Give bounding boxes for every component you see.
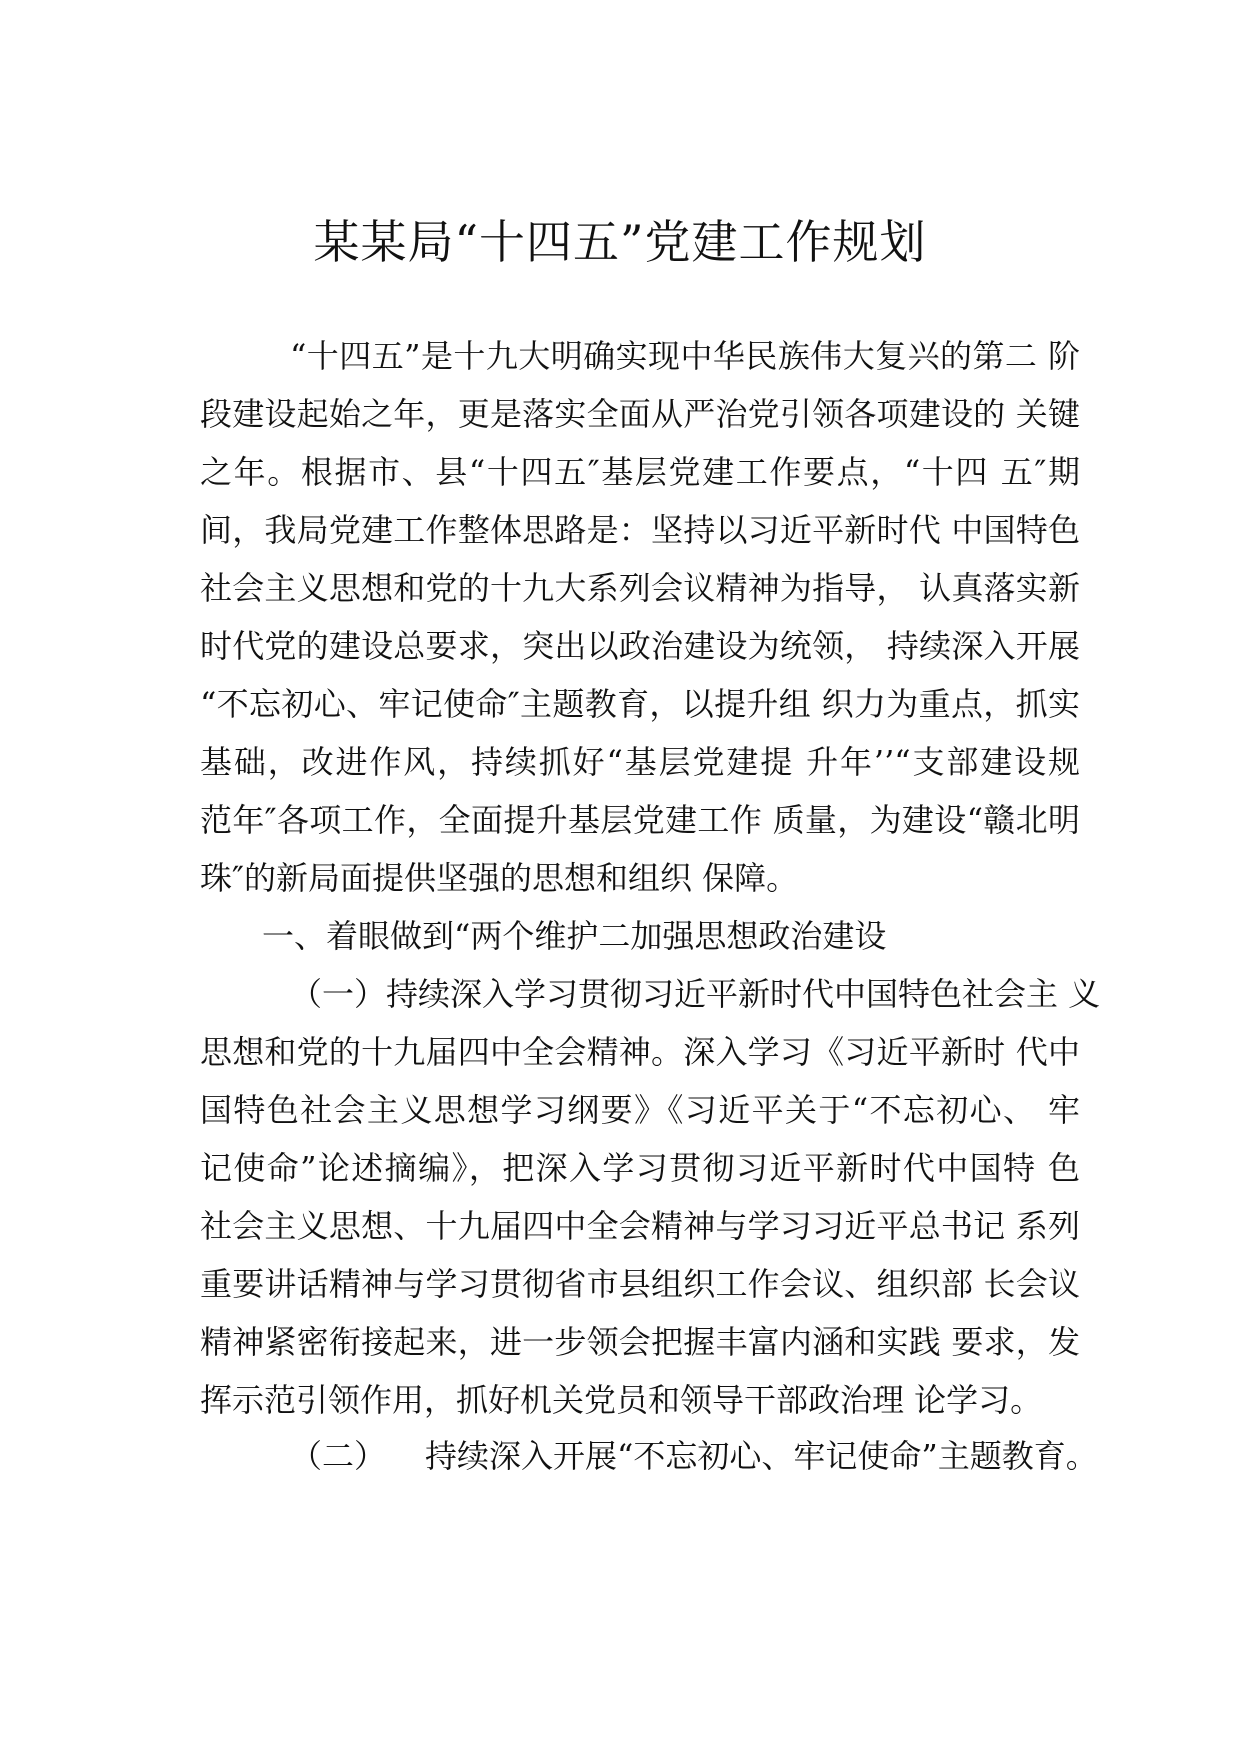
paragraph-line: 记使命”论述摘编》，把深入学习贯彻习近平新时代中国特 色: [200, 1149, 1080, 1187]
paragraph-line: 基础，改进作风，持续抓好“基层党建提 升年’’“支部建设规: [200, 743, 1080, 781]
document-title: 某某局“十四五”党建工作规划: [313, 215, 927, 269]
paragraph-line: 间，我局党建工作整体思路是：坚持以习近平新时代 中国特色: [200, 511, 1080, 549]
paragraph-line: 挥示范引领作用，抓好机关党员和领导干部政治理 论学习。: [200, 1381, 1043, 1419]
paragraph-line: 时代党的建设总要求，突出以政治建设为统领， 持续深入开展: [200, 627, 1080, 665]
paragraph-line: 范年″各项工作，全面提升基层党建工作 质量，为建设“赣北明: [200, 801, 1080, 839]
paragraph-line: 重要讲话精神与学习贯彻省市县组织工作会议、组织部 长会议: [200, 1265, 1080, 1303]
paragraph-line: 国特色社会主义思想学习纲要》《习近平关于“不忘初心、 牢: [200, 1091, 1080, 1129]
paragraph-line: 段建设起始之年，更是落实全面从严治党引领各项建设的 关键: [200, 395, 1080, 433]
subsection-title: 持续深入开展“不忘初心、牢记使命”主题教育。: [425, 1437, 1098, 1475]
paragraph-line: 精神紧密衔接起来，进一步领会把握丰富内涵和实践 要求，发: [200, 1323, 1080, 1361]
paragraph-line: （一）持续深入学习贯彻习近平新时代中国特色社会主 义: [290, 975, 1101, 1013]
subsection-number: （二）: [290, 1437, 387, 1475]
paragraph-line: 社会主义思想和党的十九大系列会议精神为指导， 认真落实新: [200, 569, 1080, 607]
paragraph-line: “不忘初心、牢记使命″主题教育，以提升组 织力为重点，抓实: [200, 685, 1080, 723]
paragraph-line: 思想和党的十九届四中全会精神。深入学习《习近平新时 代中: [200, 1033, 1080, 1071]
paragraph-line: 之年。根据市、县“十四五″基层党建工作要点，“十四 五″期: [200, 453, 1080, 491]
paragraph-line: 社会主义思想、十九届四中全会精神与学习习近平总书记 系列: [200, 1207, 1080, 1245]
section-heading: 一、着眼做到“两个维护二加强思想政治建设: [262, 917, 887, 955]
paragraph-line: “十四五”是十九大明确实现中华民族伟大复兴的第二 阶: [290, 337, 1080, 375]
paragraph-line: 珠″的新局面提供坚强的思想和组织 保障。: [200, 859, 799, 897]
subsection-heading: [290, 1436, 1098, 1476]
